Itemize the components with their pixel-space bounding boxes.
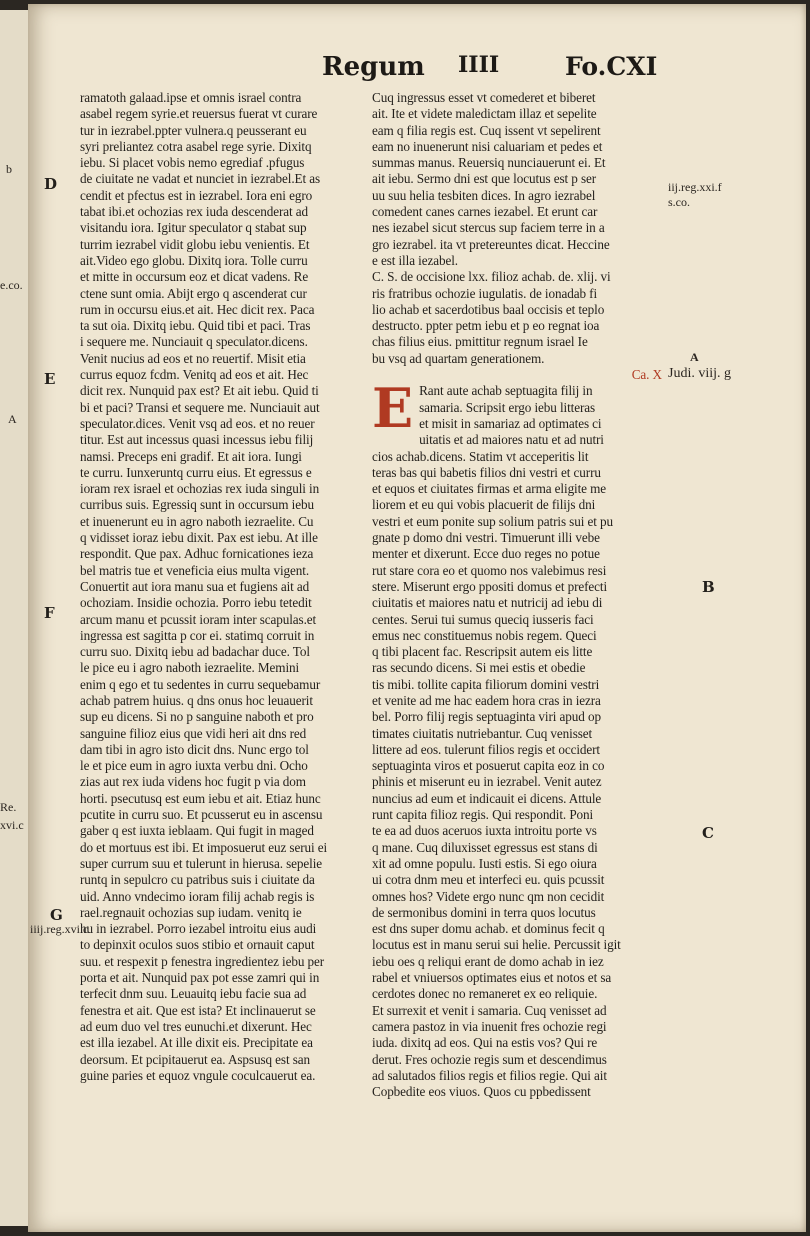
text-line: comedent canes carnes iezabel. Et erunt car [372,204,598,220]
text-line: arcum manu et pcussit ioram inter scapulas.et [80,611,317,627]
left-page-note-eco: e.co. [0,278,23,292]
left-text-column [80,90,365,1084]
text-line: iuda. dixitq ad eos. Qui na estis vos? Qui re [372,1035,598,1051]
text-line: ioram rex israel et ochozias rex iuda singuli in [80,481,320,497]
text-line: e est illa iezabel. [372,252,458,268]
text-line: septuaginta viros et posuerut capita eoz in co [372,758,605,774]
text-line: enim q ego et tu sedentes in curru sequebamur [80,676,321,692]
margin-letter-b: B [702,578,715,596]
text-line: namsi. Preceps eni gradif. Et ait iora. Iungi [80,448,302,464]
text-line: eam no inuenerunt nisi caluariam et pedes et [372,138,603,154]
left-page-letter-b: b [6,162,12,176]
text-line: ta sut oia. Dixitq iebu. Quid tibi et paci. Tras [80,318,311,334]
text-line: cendit et pfectus est in iezrabel. Iora eni egro [80,187,313,203]
left-page-edge [0,10,31,1226]
text-line: Et surrexit et venit i samaria. Cuq venisset ad [372,1002,607,1018]
chapter-heading [372,367,662,383]
text-line: vestri et eum ponite sup solium patris sui et pu [372,513,613,529]
text-line: te ea ad duos aceruos iuxta introitu porte vs [372,823,597,839]
text-line: et inuenerunt eu in agro naboth iezraelite. Cu [80,513,314,529]
text-line: eam q filia regis est. Cuq issent vt sepelirent [372,122,601,138]
text-line: uid. Anno vndecimo ioram filij achab regis is [80,888,315,904]
text-line: tis mibi. tollite capita filiorum domini vestri [372,676,600,692]
running-title: Regum [322,52,425,82]
text-line: ctene sunt omia. Abijt ergo q ascenderat cur [80,285,307,301]
text-line: derut. Fres ochozie regis sum et descendimus [372,1051,607,1067]
text-line: le pice eu i agro naboth iezraelite. Memini [80,660,300,676]
margin-letter-d: D [44,175,58,193]
left-page-ref-re: Re. [0,800,17,814]
text-line: est dns super domu achab. et dominus fecit q [372,921,605,937]
text-line: xit ad omne populu. Iusti estis. Si ego oiura [372,855,597,871]
text-line: stere. Miserunt ergo ppositi domus et prefecti [372,578,608,594]
text-line: gro iezrabel. ita vt pretereuntes dicat. Heccine [372,236,610,252]
text-line: nes iezabel sicut stercus sup faciem terre in a [372,220,605,236]
text-line: littere ad eos. tulerunt filios regis et occidert [372,741,601,757]
text-line: ciuitatis et maiores natu et nutricij ad iebu di [372,595,603,611]
text-line: super currum suu et tulerunt in hierusa. sepelie [80,855,323,871]
text-line: ait.Video ego globu. Dixitq iora. Tolle curru [80,252,308,268]
text-line: ras secundo dicens. Si mei estis et obedie [372,660,586,676]
text-line: ochoziam. Insidie ochozia. Porro iebu tetedit [80,595,312,611]
text-line: bel. Porro filij regis septuaginta viri apud op [372,709,601,725]
text-line: syri preliantez cotra asabel rege syrie. Dixitq [80,138,312,154]
text-line: summas manus. Reuersiq nunciauerunt ei. Et [372,155,606,171]
margin-ref-2: s.co. [668,195,690,209]
text-line: speculator.dices. Venit vsq ad eos. et no reuer [80,415,315,431]
chapter-opening [372,383,662,448]
margin-letter-g: G [50,906,63,924]
left-page-ref-xvi: xvi.c [0,818,24,832]
drop-initial: E [372,383,414,441]
text-line: bu vsq ad quartam generationem. [372,350,545,366]
text-line: camera pastoz in via inuenit fres ochozie regi [372,1018,607,1034]
text-line: Conuertit aut iora manu sua et fugiens ait ad [80,578,310,594]
text-line: lio achab et sacerdotibus baal occisis et teplo [372,301,605,317]
text-line: q mane. Cuq diluxisset egressus est stans di [372,839,598,855]
text-line: cios achab.dicens. Statim vt acceperitis lit [372,448,589,464]
text-line: suu. et respexit p fenestra ingredientez iebu per [80,953,325,969]
text-line: ait iebu. Sermo dni est que locutus est p ser [372,171,597,187]
text-line: liorem et eu qui vobis placuerit de filijs dni [372,497,596,513]
text-line: iebu. Si placet vobis nemo egrediaf .pfugus [80,155,305,171]
text-line: et equos et ciuitates firmas et arma eligite me [372,481,607,497]
text-line: do et mortuus est ibi. Et imposuerut euz serui ei [80,839,328,855]
text-line: curru suo. Dixitq iebu ad badachar duce. Tol [80,644,310,660]
margin-ref-judi: Judi. viij. g [668,366,732,381]
text-line: porta et ait. Nunquid pax pot esse zamri qui in [80,970,320,986]
text-line: menter et dixerunt. Ecce duo reges no potue [372,546,600,562]
text-line: curribus suis. Egressiq sunt in occursum iebu [80,497,314,513]
text-line: Copbedite eos viuos. Quos cu ppbedissent [372,1084,591,1100]
text-line: ui cotra dnm meu et interfeci eu. quis pcussit [372,872,605,888]
text-line: cerdotes donec no remaneret ex eo reliquie. [372,986,598,1002]
folio-number: Fo.CXI [565,52,658,81]
text-line: et mitte in occursum eoz et dicat vadens. Re [80,269,309,285]
text-line: runtq in sepulcro cu patribus suis i ciuitate da [80,872,315,888]
text-line: ris fratribus ochozie iugulatis. de ionadab fi [372,285,598,301]
text-line: sup eu dicens. Si no p sanguine naboth et pro [80,709,314,725]
text-line: respondit. Que pax. Adhuc fornicationes ieza [80,546,314,562]
text-line: ait. Ite et videte maledictam illaz et sepelite [372,106,597,122]
text-line: centes. Serui tui sumus queciq iusseris faci [372,611,594,627]
text-line: ingressa est sagitta p cor ei. statimq corruit in [80,627,315,643]
text-line: chas filius eius. pmittitur regnum israel Ie [372,334,588,350]
text-line: timates ciuitatis nutriebantur. Cuq venisset [372,725,593,741]
text-line: titur. Est aut incessus quasi incessus iebu filij [80,432,314,448]
text-line: sanguine filioz eius que vidi heri ait dns red [80,725,307,741]
text-line: deorsum. Et pcipitauerut ea. Aspsusq est san [80,1051,310,1067]
text-line: uu suu helia tesbiten dices. In agro iezrabel [372,187,596,203]
text-line: rael.regnauit ochozias sup iudam. venitq ie [80,904,302,920]
chapter-mark: Ca. X [631,367,662,383]
margin-letter-a: A [690,350,699,364]
text-line: ramatoth galaad.ipse et omnis israel contra [80,90,302,105]
text-line: et misit in samariaz ad optimates ci [419,415,602,431]
text-line: te curru. Iunxeruntq curru eius. Et egressus e [80,464,312,480]
text-line: teras bas qui babetis filios dni vestri et curru [372,464,601,480]
text-line: et venite ad me hac eadem hora cras in iezra [372,692,601,708]
text-line: uitatis et ad maiores natu et ad nutri [419,432,604,448]
text-line: destructo. ppter petm iebu et p eo regnat ioa [372,318,600,334]
text-line: currus equoz fcdm. Venitq ad eos et ait. Hec [80,367,309,383]
text-line: samaria. Scripsit ergo iebu litteras [419,399,596,415]
text-line: C. S. de occisione lxx. filioz achab. de. xlij. vi [372,269,611,285]
text-line: q vidisset ioraz iebu dixit. Pax est iebu. At ille [80,530,318,546]
text-line: gaber q est iuxta ieblaam. Qui fugit in maged [80,823,314,839]
text-line: rum in occursu eius.et ait. Hec dicit rex. Paca [80,301,315,317]
text-line: nuncius ad eum et indicauit ei dicens. Attule [372,790,602,806]
text-line: achab patrem huius. q dns onus hoc leuauerit [80,692,313,708]
text-line: de ciuitate ne vadat et nunciet in iezrabel.Et as [80,171,321,187]
text-line: Cuq ingressus esset vt comederet et biberet [372,90,596,105]
text-line: visitandu iora. Igitur speculator q stabat sup [80,220,307,236]
text-line: Venit nucius ad eos et no reuertif. Misit etia [80,350,306,366]
text-line: horti. psecutusq est eum iebu et ait. Etiaz hunc [80,790,321,806]
text-line: omnes hos? Videte ergo nunc qm non cecidit [372,888,605,904]
text-line: dam tibi in agro isto dicit dns. Nunc ergo tol [80,741,309,757]
text-line: dicit rex. Nunquid pax est? Et ait iebu. Quid ti [80,383,319,399]
text-line: bel matris tue et veneficia eius multa vigent. [80,562,310,578]
text-line: de sermonibus domini in terra quos locutus [372,904,596,920]
text-line: turrim iezrabel vidit globu iebu venientis. Et [80,236,310,252]
margin-ref-left: iiij.reg.xvi.c [30,922,89,936]
text-line: runt capita filioz regis. Qui respondit. Poni [372,807,594,823]
text-line: bi et paci? Transi et sequere me. Nunciauit aut [80,399,320,415]
text-line: tur in iezrabel.ppter vulnera.q peusserant eu [80,122,307,138]
text-line: pcutite in curru suo. Et pcusserut eu in ascensu [80,807,323,823]
text-line: est illa iezabel. At ille dixit eis. Precipitate ea [80,1035,313,1051]
text-line: to depinxit oculos suos stibio et ornauit caput [80,937,315,953]
text-line: q tibi placent fac. Rescripsit autem eis litte [372,644,593,660]
left-page-letter-a: A [8,412,17,426]
margin-letter-f: F [44,604,55,622]
margin-ref-1: iij.reg.xxi.f [668,180,722,194]
chapter-opening-lines [419,383,662,448]
text-line: hu in iezrabel. Porro iezabel introitu eius audi [80,921,317,937]
text-line: rabel et vniuersos optimates eius et notos et sa [372,970,612,986]
text-line: emus nec constituemus nobis regem. Queci [372,627,597,643]
text-line: locutus est in manu serui sui helie. Percussit igit [372,937,621,953]
right-text-column [372,90,662,1100]
margin-letter-c: C [702,824,714,842]
text-line: ad eum duo vel tres eunuchi.et dixerunt. Hec [80,1018,312,1034]
book-number: IIII [458,52,500,78]
text-line: phinis et miserunt eu in iezrabel. Venit autez [372,774,602,790]
text-line: fenestra et ait. Que est ista? Et inclinauerut se [80,1002,316,1018]
text-line: terfecit dnm suu. Leuauitq iebu facie sua ad [80,986,307,1002]
text-line: i sequere me. Nunciauit q speculator.dicens. [80,334,308,350]
text-line: rut stare cora eo et quomo nos valebimus resi [372,562,607,578]
right-column-top [372,90,662,367]
text-line: guine paries et equoz vngule coculcauerut ea. [80,1067,316,1083]
text-line: tabat ibi.et ochozias rex iuda descenderat ad [80,204,309,220]
text-line: zias aut rex iuda videns hoc fugit p via dom [80,774,306,790]
text-line: Rant aute achab septuagita filij in [419,383,593,399]
text-line: iebu oes q reliqui erant de domo achab in iez [372,953,604,969]
right-column-body [372,449,662,1101]
margin-letter-e: E [44,370,56,388]
text-line: le et pice eum in agro iuxta verbu dni. Ocho [80,758,308,774]
text-line: gnate p domo dni vestri. Timuerunt illi vebe [372,530,600,546]
text-line: ad salutados filios regis et filios regie. Qui ait [372,1067,607,1083]
text-line: asabel regem syrie.et reuersus fuerat vt curare [80,106,318,122]
